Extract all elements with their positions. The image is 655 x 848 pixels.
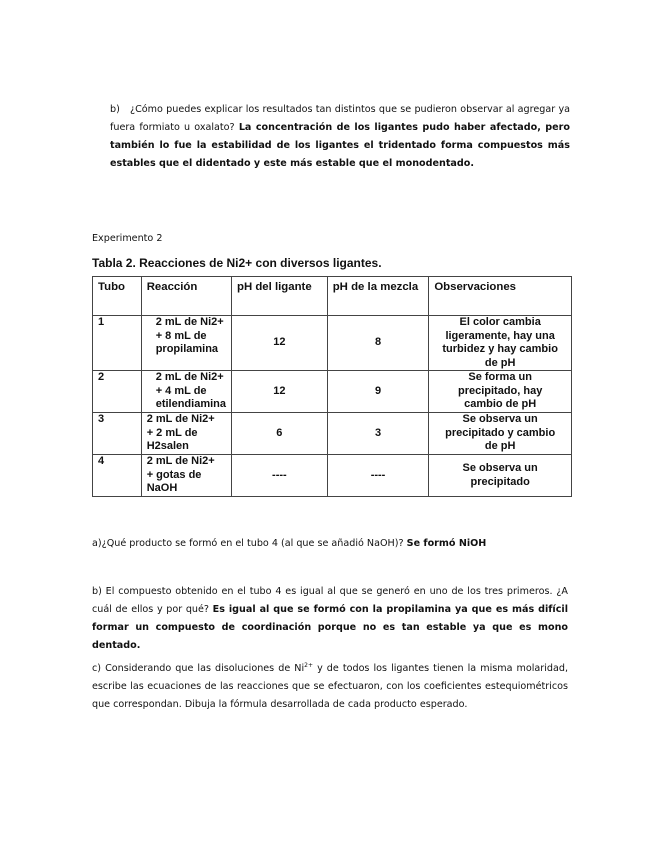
header-observaciones: Observaciones [429, 277, 572, 316]
table-caption: Tabla 2. Reacciones de Ni2+ con diversos ligantes. [92, 256, 382, 270]
question-b [92, 583, 568, 655]
observacion-line: turbidez y hay cambio [442, 343, 558, 355]
header-ph-mezcla: pH de la mezcla [327, 277, 429, 316]
cell-reaccion [141, 316, 231, 371]
cell-observaciones [429, 371, 572, 413]
question-b-text: b) El compuesto obtenido en el tubo 4 es igual al que se generó en uno de los tres primeros. ¿A cuál de ellos y por qué? [92, 586, 568, 615]
cell-ph-ligante: ---- [232, 455, 328, 497]
cell-tubo: 2 [93, 371, 142, 413]
observacion-line: precipitado y cambio [445, 426, 556, 439]
question-b-top [110, 101, 570, 173]
reaccion-line: propilamina [155, 343, 219, 355]
reaccion-line: etilendiamina [155, 398, 226, 410]
reaccion-line: 2 mL de Ni2+ [146, 455, 215, 467]
cell-tubo: 3 [93, 413, 142, 455]
table-header-row [93, 277, 572, 316]
observacion-line: de pH [484, 440, 516, 452]
cell-tubo: 1 [93, 316, 142, 371]
reaccion-line: + 4 mL de [155, 384, 207, 397]
table-row [93, 316, 572, 371]
observacion-line: precipitado, hay [457, 384, 543, 397]
reaccion-line: NaOH [146, 482, 178, 494]
experiment-title: Experimento 2 [92, 233, 163, 244]
table-row [93, 413, 572, 455]
question-c [92, 660, 568, 714]
reaccion-line: + 2 mL de [146, 426, 198, 439]
cell-observaciones [429, 455, 572, 497]
cell-observaciones [429, 413, 572, 455]
observacion-line: cambio de pH [464, 398, 537, 410]
reaccion-line: + gotas de [146, 468, 202, 481]
cell-ph-mezcla: 8 [327, 316, 429, 371]
observacion-line: Se forma un [468, 371, 532, 383]
cell-ph-ligante: 12 [232, 316, 328, 371]
cell-reaccion [141, 371, 231, 413]
table-row [93, 455, 572, 497]
ni-charge-superscript: 2+ [304, 661, 313, 669]
cell-reaccion [141, 413, 231, 455]
observacion-line: de pH [484, 356, 516, 369]
question-b-top-answer: La concentración de los ligantes pudo haber afectado, pero también lo fue la estabilidad de los ligantes el tridentado forma compuestos más estables que el didentado y este más estable que el monodentado. [110, 122, 570, 169]
reaccion-line: 2 mL de Ni2+ [146, 413, 215, 425]
question-b-answer: Es igual al que se formó con la propilamina ya que es más difícil formar un compuesto de coordinación porque no es tan estable ya que es mono dentado. [92, 604, 568, 651]
cell-ph-ligante: 12 [232, 371, 328, 413]
table-row [93, 371, 572, 413]
reaccion-line: + 8 mL de [155, 329, 207, 342]
observacion-line: ligeramente, hay una [445, 329, 555, 342]
question-c-text-1: c) Considerando que las disoluciones de Ni [92, 663, 305, 674]
question-a-text: a)¿Qué producto se formó en el tubo 4 (al que se añadió NaOH)? [92, 538, 404, 549]
header-reaccion: Reacción [141, 277, 231, 316]
cell-ph-mezcla: ---- [327, 455, 429, 497]
cell-ph-ligante: 6 [232, 413, 328, 455]
reaccion-line: 2 mL de Ni2+ [155, 371, 224, 383]
observacion-line: precipitado [470, 475, 530, 488]
reaccion-line: 2 mL de Ni2+ [155, 316, 224, 328]
question-a-answer: Se formó NiOH [406, 538, 487, 549]
question-b-top-label: b) [110, 104, 120, 115]
cell-ph-mezcla: 3 [327, 413, 429, 455]
reactions-table [92, 276, 572, 497]
observacion-line: Se observa un [462, 413, 538, 425]
cell-ph-mezcla: 9 [327, 371, 429, 413]
header-ph-ligante: pH del ligante [232, 277, 328, 316]
question-c-text-2: y de todos los ligantes tienen la misma molaridad, escribe las ecuaciones de las reacciones que se efectuaron, con los coeficientes estequiométricos que correspondan. Dibuja la fórmula desarrollada de cada producto esperado. [92, 663, 568, 710]
cell-observaciones [429, 316, 572, 371]
observacion-line: Se observa un [462, 462, 538, 474]
header-tubo: Tubo [93, 277, 142, 316]
reaccion-line: H2salen [146, 440, 189, 452]
cell-tubo: 4 [93, 455, 142, 497]
observacion-line: El color cambia [459, 316, 541, 328]
question-b-top-text: ¿Cómo puedes explicar los resultados tan distintos que se pudieron observar al agregar ya fuera formiato u oxalato? [110, 104, 570, 133]
cell-reaccion [141, 455, 231, 497]
question-a [92, 538, 486, 549]
